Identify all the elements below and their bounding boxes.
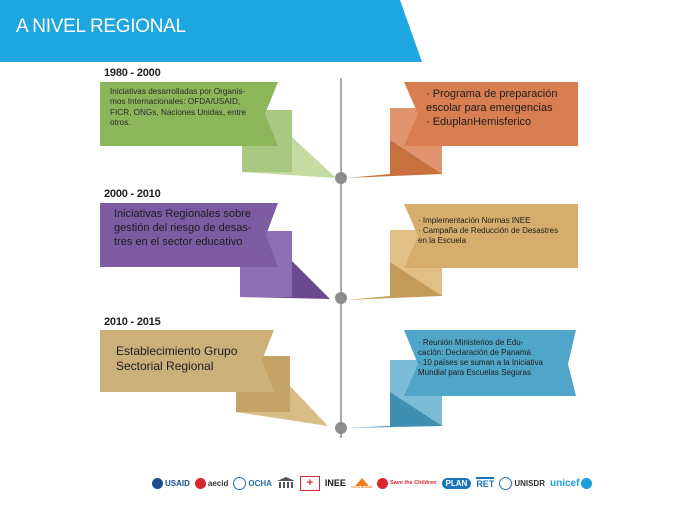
aecid-icon [195, 478, 206, 489]
page-title: A NIVEL REGIONAL [16, 16, 186, 37]
logo-aecid: aecid [195, 478, 228, 489]
logo-ret: RET [476, 479, 495, 489]
timeline-axis [340, 78, 342, 438]
partner-logos [152, 470, 580, 496]
unesco-temple-icon [277, 477, 295, 489]
un-emblem-icon [499, 477, 512, 490]
left-banner-text-3: Establecimiento Grupo Sectorial Regional [116, 344, 238, 373]
un-emblem-icon [233, 477, 246, 490]
right-banner-text-3: · Reunión Ministerios de Edu- cación: Declaración de Panamá · 10 países se suman a la Iniciativa Mundial para Escuelas Seguras [418, 338, 543, 377]
save-the-children-icon [377, 478, 388, 489]
logo-unesco [277, 477, 295, 489]
period-label-1: 1980 - 2000 [104, 67, 161, 79]
period-label-2: 2000 - 2010 [104, 188, 161, 200]
logo-plan: PLAN [442, 478, 472, 489]
usaid-seal-icon [152, 478, 163, 489]
logo-unicef: unicef [550, 478, 592, 489]
red-cross-icon: + [300, 476, 320, 491]
logo-red-cross [300, 476, 320, 491]
right-banner-text-1: · Programa de preparación escolar para emergencias · EduplanHemisferico [426, 88, 558, 128]
logo-usaid: USAID [152, 478, 190, 489]
logo-inee: INEE [324, 478, 346, 488]
left-banner-text-1: Iniciativas desarrolladas por Organis- mos Internacionales: OFDA/USAID, FICR, ONGs, Naciones Unidas, entre otros. [110, 87, 247, 127]
logo-vision-mundial: Visión Mundial [351, 478, 372, 489]
unicef-emblem-icon [581, 478, 592, 489]
logo-save-the-children: Save the Children [377, 478, 436, 489]
right-banner-text-2: · Implementación Normas INEE · Campaña de Reducción de Desastres en la Escuela [418, 216, 559, 245]
logo-unisdr: UNISDR [499, 477, 545, 490]
period-label-3: 2010 - 2015 [104, 316, 161, 328]
left-banner-text-2: Iniciativas Regionales sobre gestión del riesgo de desas- tres en el sector educativo [114, 208, 252, 248]
header-banner [0, 0, 688, 62]
logo-ocha: OCHA [233, 477, 272, 490]
